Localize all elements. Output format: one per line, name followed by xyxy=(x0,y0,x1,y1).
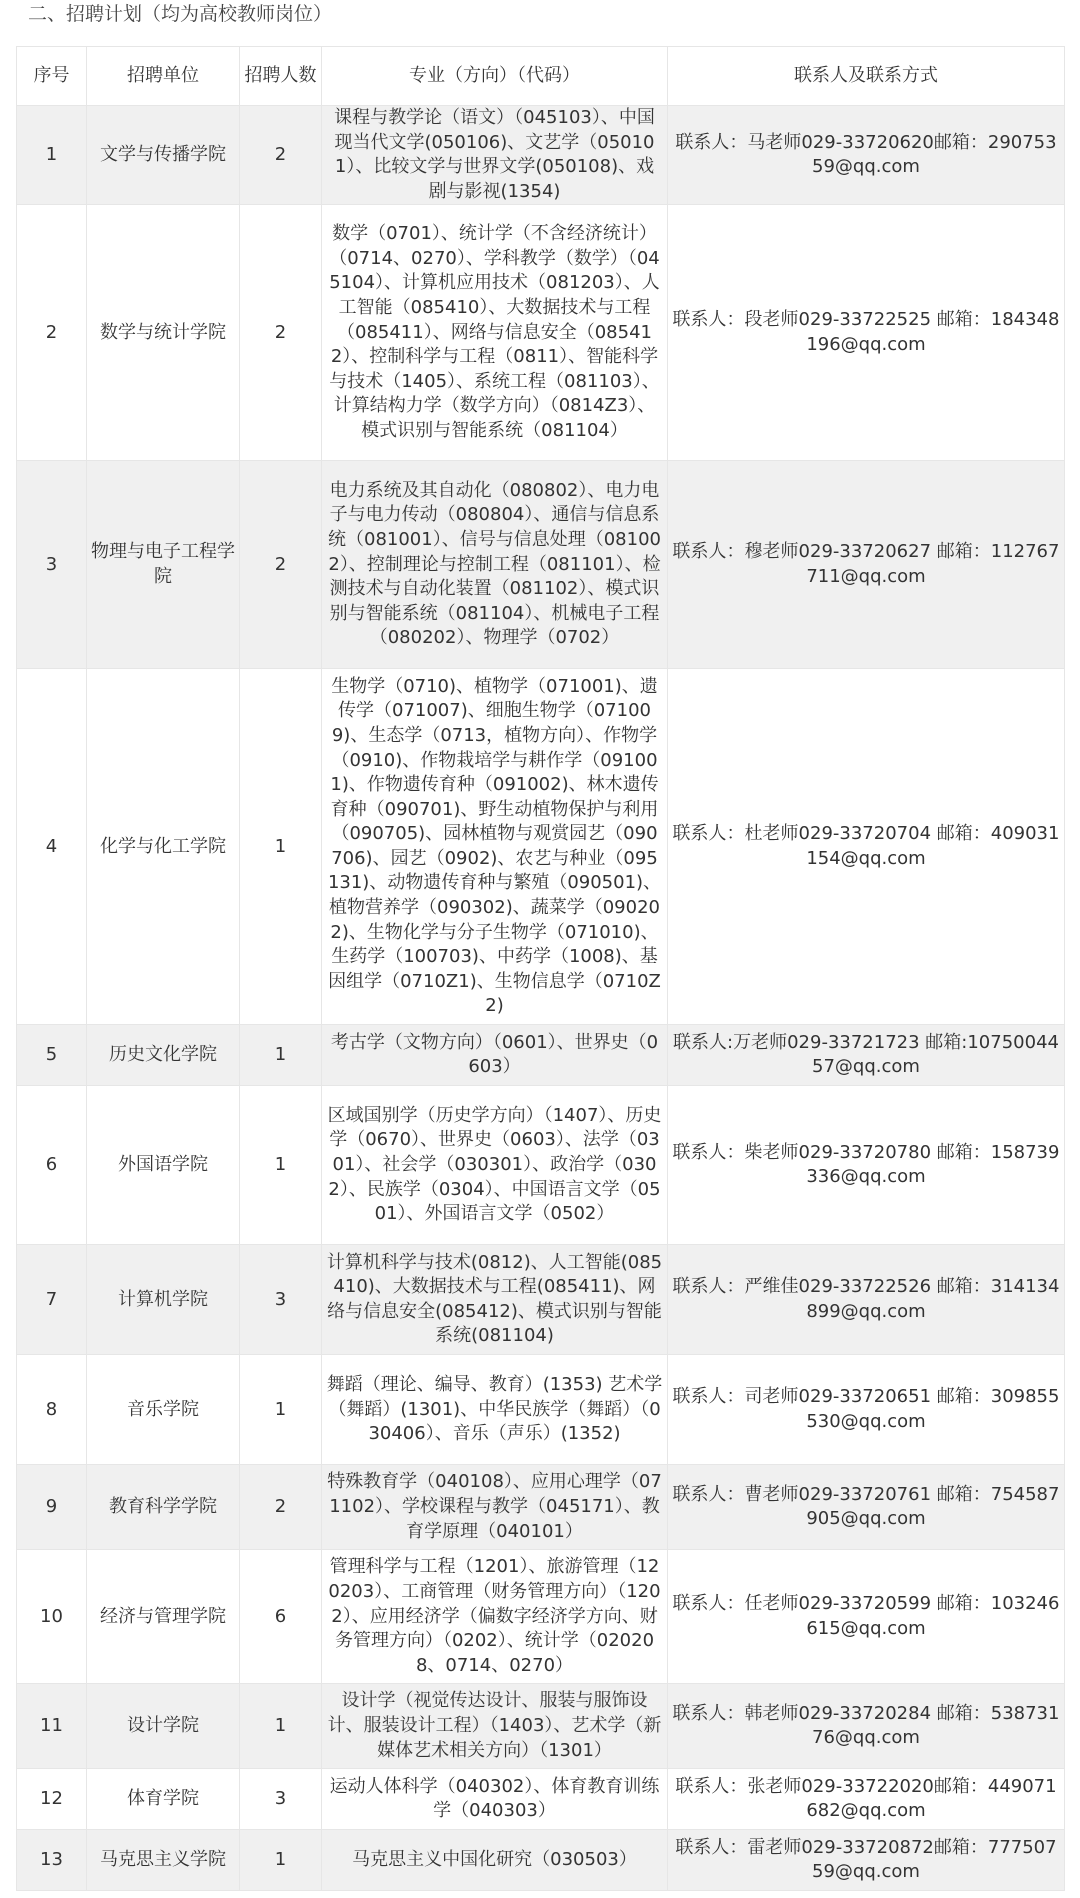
cell-recruiting-unit: 计算机学院 xyxy=(87,1245,240,1355)
cell-major: 运动人体科学（040302）、体育教育训练学（040303） xyxy=(322,1769,668,1830)
cell-major: 课程与教学论（语文）（045103）、中国现当代文学(050106)、文艺学（050101）、比较文学与世界文学(050108)、戏剧与影视(1354) xyxy=(322,106,668,205)
cell-contact: 联系人：马老师029-33720620邮箱：29075359@qq.com xyxy=(668,106,1065,205)
table-row xyxy=(17,669,1065,1025)
cell-contact: 联系人：任老师029-33720599 邮箱：103246615@qq.com xyxy=(668,1550,1065,1684)
cell-major: 特殊教育学（040108）、应用心理学（071102）、学校课程与教学（045171）、教育学原理（040101） xyxy=(322,1465,668,1550)
cell-recruiting-unit: 音乐学院 xyxy=(87,1355,240,1465)
table-row xyxy=(17,205,1065,461)
cell-serial-number: 2 xyxy=(17,205,87,461)
cell-serial-number: 6 xyxy=(17,1086,87,1245)
cell-recruiting-unit: 设计学院 xyxy=(87,1684,240,1769)
cell-major: 数学（0701）、统计学（不含经济统计）（0714、0270）、学科教学（数学）（045104）、计算机应用技术（081203）、人工智能（085410）、大数据技术与工程（085411）、网络与信息安全（085412）、控制科学与工程（0811）、智能科学与技术（1405）、系统工程（081103）、计算结构力学（数学方向）（0814Z3）、模式识别与智能系统（081104） xyxy=(322,205,668,461)
cell-recruit-count: 2 xyxy=(240,461,322,669)
table-row xyxy=(17,1025,1065,1086)
cell-recruiting-unit: 物理与电子工程学院 xyxy=(87,461,240,669)
cell-contact: 联系人：段老师029-33722525 邮箱：184348196@qq.com xyxy=(668,205,1065,461)
cell-major: 考古学（文物方向）（0601）、世界史（0603） xyxy=(322,1025,668,1086)
cell-contact: 联系人:万老师029-33721723 邮箱:1075004457@qq.com xyxy=(668,1025,1065,1086)
table-header-row xyxy=(17,47,1065,106)
header-serial-number: 序号 xyxy=(17,47,87,106)
cell-recruit-count: 2 xyxy=(240,106,322,205)
cell-recruiting-unit: 外国语学院 xyxy=(87,1086,240,1245)
cell-major: 马克思主义中国化研究（030503） xyxy=(322,1830,668,1891)
cell-recruit-count: 2 xyxy=(240,205,322,461)
table-row xyxy=(17,1355,1065,1465)
cell-serial-number: 8 xyxy=(17,1355,87,1465)
cell-recruit-count: 1 xyxy=(240,669,322,1025)
cell-serial-number: 10 xyxy=(17,1550,87,1684)
cell-recruit-count: 1 xyxy=(240,1830,322,1891)
table-row xyxy=(17,1465,1065,1550)
table-row xyxy=(17,1245,1065,1355)
table-row xyxy=(17,1769,1065,1830)
table-row xyxy=(17,1830,1065,1891)
cell-recruiting-unit: 数学与统计学院 xyxy=(87,205,240,461)
cell-serial-number: 9 xyxy=(17,1465,87,1550)
cell-recruit-count: 1 xyxy=(240,1355,322,1465)
cell-serial-number: 1 xyxy=(17,106,87,205)
cell-major: 设计学（视觉传达设计、服装与服饰设计、服装设计工程）（1403）、艺术学（新媒体艺术相关方向）（1301） xyxy=(322,1684,668,1769)
cell-recruiting-unit: 体育学院 xyxy=(87,1769,240,1830)
cell-recruiting-unit: 马克思主义学院 xyxy=(87,1830,240,1891)
cell-serial-number: 5 xyxy=(17,1025,87,1086)
cell-recruit-count: 3 xyxy=(240,1769,322,1830)
cell-recruiting-unit: 文学与传播学院 xyxy=(87,106,240,205)
cell-recruiting-unit: 教育科学学院 xyxy=(87,1465,240,1550)
table-row xyxy=(17,1684,1065,1769)
cell-contact: 联系人：曹老师029-33720761 邮箱：754587905@qq.com xyxy=(668,1465,1065,1550)
cell-major: 管理科学与工程（1201）、旅游管理（120203）、工商管理（财务管理方向）（1202）、应用经济学（偏数字经济学方向、财务管理方向）（0202）、统计学（020208、0714、0270） xyxy=(322,1550,668,1684)
recruitment-plan-table xyxy=(16,46,1065,1891)
cell-contact: 联系人：柴老师029-33720780 邮箱：158739336@qq.com xyxy=(668,1086,1065,1245)
cell-serial-number: 13 xyxy=(17,1830,87,1891)
table-row xyxy=(17,1550,1065,1684)
cell-contact: 联系人：穆老师029-33720627 邮箱：112767711@qq.com xyxy=(668,461,1065,669)
cell-major: 生物学（0710)、植物学（071001)、遗传学（071007)、细胞生物学（071009)、生态学（0713，植物方向）、作物学（0910)、作物栽培学与耕作学（091001)、作物遗传育种（091002)、林木遗传育种（090701)、野生动植物保护与利用（090705)、园林植物与观赏园艺（090706)、园艺（0902)、农艺与种业（095131)、动物遗传育种与繁殖（090501)、植物营养学（090302)、蔬菜学（090202)、生物化学与分子生物学（071010)、生药学（100703)、中药学（1008)、基因组学（0710Z1)、生物信息学（0710Z2) xyxy=(322,669,668,1025)
table-row xyxy=(17,106,1065,205)
cell-major: 区域国别学（历史学方向）（1407）、历史学（0670）、世界史（0603）、法学（0301）、社会学（030301）、政治学（0302）、民族学（0304）、中国语言文学（0501）、外国语言文学（0502） xyxy=(322,1086,668,1245)
cell-serial-number: 12 xyxy=(17,1769,87,1830)
cell-contact: 联系人：韩老师029-33720284 邮箱：53873176@qq.com xyxy=(668,1684,1065,1769)
cell-recruiting-unit: 经济与管理学院 xyxy=(87,1550,240,1684)
cell-major: 计算机科学与技术(0812)、人工智能(085410)、大数据技术与工程(085411)、网络与信息安全(085412)、模式识别与智能系统(081104) xyxy=(322,1245,668,1355)
section-title: 二、招聘计划（均为高校教师岗位） xyxy=(28,3,333,25)
cell-serial-number: 7 xyxy=(17,1245,87,1355)
header-recruiting-unit: 招聘单位 xyxy=(87,47,240,106)
cell-recruit-count: 6 xyxy=(240,1550,322,1684)
cell-recruit-count: 3 xyxy=(240,1245,322,1355)
cell-contact: 联系人：杜老师029-33720704 邮箱：409031154@qq.com xyxy=(668,669,1065,1025)
header-contact: 联系人及联系方式 xyxy=(668,47,1065,106)
cell-major: 电力系统及其自动化（080802）、电力电子与电力传动（080804）、通信与信息系统（081001）、信号与信息处理（081002）、控制理论与控制工程（081101）、检测技术与自动化装置（081102）、模式识别与智能系统（081104）、机械电子工程（080202）、物理学（0702） xyxy=(322,461,668,669)
table-row xyxy=(17,1086,1065,1245)
cell-recruit-count: 1 xyxy=(240,1086,322,1245)
cell-recruit-count: 2 xyxy=(240,1465,322,1550)
cell-recruit-count: 1 xyxy=(240,1025,322,1086)
cell-contact: 联系人：雷老师029-33720872邮箱：77750759@qq.com xyxy=(668,1830,1065,1891)
cell-contact: 联系人：张老师029-33722020邮箱：449071682@qq.com xyxy=(668,1769,1065,1830)
table-row xyxy=(17,461,1065,669)
cell-contact: 联系人：严维佳029-33722526 邮箱：314134899@qq.com xyxy=(668,1245,1065,1355)
header-major: 专业（方向）（代码） xyxy=(322,47,668,106)
cell-serial-number: 11 xyxy=(17,1684,87,1769)
cell-recruiting-unit: 化学与化工学院 xyxy=(87,669,240,1025)
cell-recruit-count: 1 xyxy=(240,1684,322,1769)
cell-contact: 联系人：司老师029-33720651 邮箱：309855530@qq.com xyxy=(668,1355,1065,1465)
header-recruit-count: 招聘人数 xyxy=(240,47,322,106)
cell-recruiting-unit: 历史文化学院 xyxy=(87,1025,240,1086)
cell-serial-number: 4 xyxy=(17,669,87,1025)
cell-major: 舞蹈（理论、编导、教育）(1353) 艺术学（舞蹈）(1301)、中华民族学（舞蹈）（030406）、音乐（声乐）(1352) xyxy=(322,1355,668,1465)
cell-serial-number: 3 xyxy=(17,461,87,669)
